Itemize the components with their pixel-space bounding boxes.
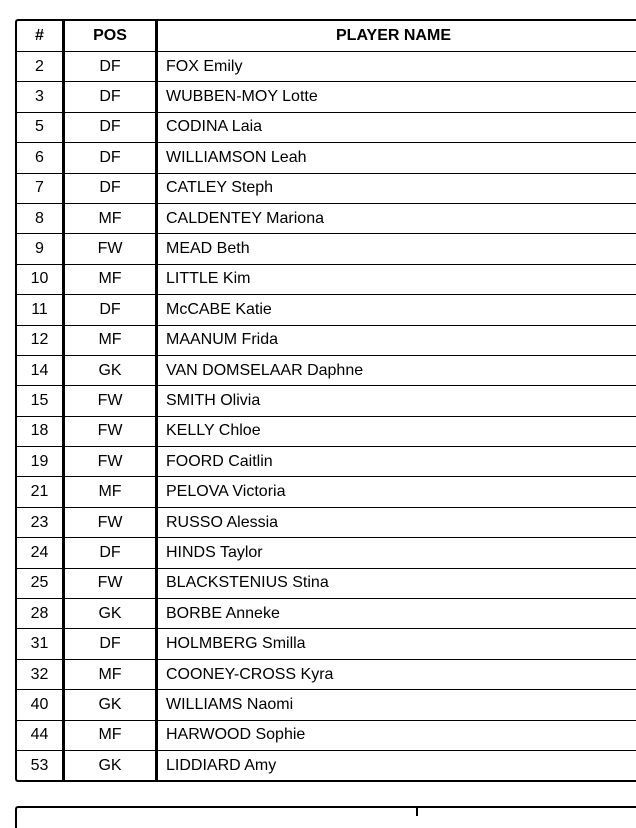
player-position: DF <box>64 52 157 82</box>
player-position: FW <box>64 447 157 477</box>
player-name: McCABE Katie <box>157 295 636 325</box>
player-number: 3 <box>17 82 64 112</box>
player-position: FW <box>64 568 157 598</box>
player-position: MF <box>64 264 157 294</box>
table-row <box>17 325 636 355</box>
header-number: # <box>17 21 64 52</box>
player-number: 7 <box>17 173 64 203</box>
player-name: VAN DOMSELAAR Daphne <box>157 355 636 385</box>
player-name: FOX Emily <box>157 52 636 82</box>
table-row <box>17 295 636 325</box>
player-name: HINDS Taylor <box>157 538 636 568</box>
table-row <box>17 568 636 598</box>
player-name: RUSSO Alessia <box>157 507 636 537</box>
player-position: DF <box>64 173 157 203</box>
player-number: 12 <box>17 325 64 355</box>
table-row <box>17 720 636 750</box>
player-position: FW <box>64 386 157 416</box>
player-number: 9 <box>17 234 64 264</box>
player-name: HOLMBERG Smilla <box>157 629 636 659</box>
table-row <box>17 173 636 203</box>
player-number: 5 <box>17 112 64 142</box>
player-name: LIDDIARD Amy <box>157 750 636 780</box>
player-number: 32 <box>17 659 64 689</box>
header-player-name: PLAYER NAME <box>157 21 636 52</box>
player-name: MAANUM Frida <box>157 325 636 355</box>
player-position: FW <box>64 416 157 446</box>
player-name: CATLEY Steph <box>157 173 636 203</box>
player-name: CALDENTEY Mariona <box>157 203 636 233</box>
player-number: 19 <box>17 447 64 477</box>
player-name: WILLIAMS Naomi <box>157 690 636 720</box>
player-position: GK <box>64 599 157 629</box>
player-name: BLACKSTENIUS Stina <box>157 568 636 598</box>
table-row <box>17 750 636 780</box>
player-position: FW <box>64 234 157 264</box>
player-number: 40 <box>17 690 64 720</box>
player-position: MF <box>64 720 157 750</box>
player-name: MEAD Beth <box>157 234 636 264</box>
roster-table-container <box>15 19 636 782</box>
table-row <box>17 659 636 689</box>
table-row <box>17 447 636 477</box>
player-position: DF <box>64 538 157 568</box>
player-number: 23 <box>17 507 64 537</box>
player-position: MF <box>64 477 157 507</box>
table-row <box>17 355 636 385</box>
table-row <box>17 234 636 264</box>
roster-body <box>17 52 636 781</box>
player-position: DF <box>64 629 157 659</box>
player-number: 28 <box>17 599 64 629</box>
table-row <box>17 82 636 112</box>
player-name: BORBE Anneke <box>157 599 636 629</box>
player-number: 15 <box>17 386 64 416</box>
table-row <box>17 386 636 416</box>
player-number: 10 <box>17 264 64 294</box>
player-name: WUBBEN-MOY Lotte <box>157 82 636 112</box>
table-row <box>17 538 636 568</box>
header-position: POS <box>64 21 157 52</box>
player-position: DF <box>64 295 157 325</box>
table-row <box>17 629 636 659</box>
player-number: 14 <box>17 355 64 385</box>
player-name: WILLIAMSON Leah <box>157 143 636 173</box>
player-name: SMITH Olivia <box>157 386 636 416</box>
player-position: FW <box>64 507 157 537</box>
player-position: DF <box>64 143 157 173</box>
player-position: MF <box>64 203 157 233</box>
player-number: 53 <box>17 750 64 780</box>
player-number: 11 <box>17 295 64 325</box>
player-name: LITTLE Kim <box>157 264 636 294</box>
table-row <box>17 477 636 507</box>
player-number: 2 <box>17 52 64 82</box>
next-table-divider <box>416 806 418 816</box>
table-row <box>17 143 636 173</box>
player-number: 25 <box>17 568 64 598</box>
table-row <box>17 264 636 294</box>
player-name: HARWOOD Sophie <box>157 720 636 750</box>
roster-table <box>17 21 636 780</box>
player-position: MF <box>64 325 157 355</box>
player-name: KELLY Chloe <box>157 416 636 446</box>
player-number: 24 <box>17 538 64 568</box>
table-row <box>17 203 636 233</box>
player-number: 8 <box>17 203 64 233</box>
player-number: 6 <box>17 143 64 173</box>
player-position: MF <box>64 659 157 689</box>
table-row <box>17 416 636 446</box>
player-position: GK <box>64 750 157 780</box>
player-number: 31 <box>17 629 64 659</box>
table-row <box>17 507 636 537</box>
next-table-edge <box>15 806 636 828</box>
table-row <box>17 599 636 629</box>
player-number: 21 <box>17 477 64 507</box>
player-position: DF <box>64 112 157 142</box>
player-number: 18 <box>17 416 64 446</box>
table-row <box>17 112 636 142</box>
player-position: DF <box>64 82 157 112</box>
player-position: GK <box>64 690 157 720</box>
player-name: COONEY-CROSS Kyra <box>157 659 636 689</box>
player-name: CODINA Laia <box>157 112 636 142</box>
player-name: PELOVA Victoria <box>157 477 636 507</box>
player-position: GK <box>64 355 157 385</box>
player-name: FOORD Caitlin <box>157 447 636 477</box>
table-row <box>17 52 636 82</box>
player-number: 44 <box>17 720 64 750</box>
table-row <box>17 690 636 720</box>
header-row <box>17 21 636 52</box>
